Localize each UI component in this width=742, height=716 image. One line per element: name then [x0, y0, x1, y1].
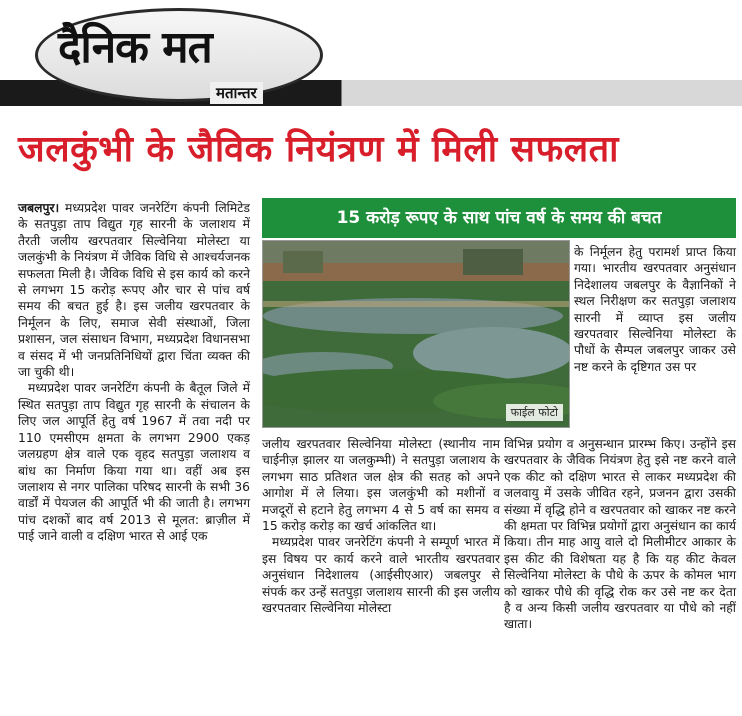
- article-column-middle: [262, 436, 500, 616]
- article-column-right-top: [574, 244, 736, 375]
- section-label: मतान्तर: [210, 82, 263, 104]
- masthead: [0, 0, 742, 120]
- article-paragraph: विभिन्न प्रयोग व अनुसन्धान प्रारम्भ किए। उन्होंने इस खरपतवार के जैविक नियंत्रण हेतु इसे नष्ट करने वाले एक कीट को दक्षिण भारत से लाकर मध्यप्रदेश की जलवायु में उसके जीवित रहने, प्रजनन द्वारा उसकी संख्या में वृद्धि होने व खरपतवार को खाकर नष्ट करने की क्षमता पर विभिन्न प्रयोगों द्वारा अनुसंधान का कार्य किया। तीन माह आयु वाले दो मिलीमीटर आकार के इस कीट की विशेषता यह है कि यह कीट केवल सिल्वेनिया मोलेस्टा के पौधे के ऊपर के कोमल भाग को खाकर पौधे की वृद्धि रोक कर उसे नष्ट कर देता है व अन्य किसी जलीय खरपतवार या पौधे को नहीं खाता।: [504, 437, 736, 632]
- newspaper-logo: दैनिक मत: [58, 22, 212, 73]
- article-paragraph: के निर्मूलन हेतु परामर्श प्राप्त किया गया। भारतीय खरपतवार अनुसंधान निदेशालय जबलपुर के वैज्ञानिकों ने स्थल निरीक्षण कर सतपुड़ा जलाशय सारनी में व्याप्त इस जलीय खरपतवार सिल्वेनिया मोलेस्टा के पौधों के सैम्पल जबलपुर जाकर उसे नष्ट करने के दृष्टिगत उस पर: [574, 245, 736, 374]
- article-text: मध्यप्रदेश पावर जनरेटिंग कंपनी लिमिटेड के सतपुड़ा ताप विद्युत गृह सारनी के जलाशय में तैरती जलीय खरपतवार सिल्वेनिया मोलेस्टा या जलकुंभी के नियंत्रण में जैविक विधि से आश्चर्यजनक सफलता मिली है। जैविक विधि से इस कार्य को करने से लगभग 15 करोड़ रूपए और चार से पांच वर्ष समय की बचत हुई है। इस जलीय खरपतवार के निर्मूलन के लिए, समाज सेवी संस्थाओं, जिला प्रशासन, जल संसाधन विभाग, मध्यप्रदेश विधानसभा व संसद में भी जनप्रतिनिधियों द्वारा चिंता व्यक्त की जा चुकी थी।: [18, 201, 250, 380]
- article-paragraph: मध्यप्रदेश पावर जनरेटिंग कंपनी ने सम्पूर्ण भारत में इस विषय पर कार्य करने वाले भारतीय खरपतवार अनुसंधान निदेशालय (आईसीएआर) जबलपुर से संपर्क कर उन्हें सतपुड़ा जलाशय सारनी की इस जलीय खरपतवार सिल्वेनिया मोलेस्टा: [262, 535, 500, 616]
- photo-caption: फाईल फोटो: [506, 404, 563, 421]
- article-paragraph: मध्यप्रदेश पावर जनरेटिंग कंपनी के बैतूल जिले में स्थित सतपुड़ा ताप विद्युत गृह सारनी के संचालन के लिए जल आपूर्ति हेतु वर्ष 1967 में तवा नदी पर 110 एमसीएम क्षमता के लगभग 2900 एकड़ जलग्रहण क्षेत्र वाले एक वृहद सतपुड़ा जलाशय व बांध का निर्माण किया गया था। वहीं अब इस जलाशय से नगर पालिका परिषद सारनी के सभी 36 वार्डों में पेयजल की आपूर्ति भी की जाती है। लगभग पांच दशकों बाद वर्ष 2013 से मूलत: ब्राज़ील में पाई जाने वाली व दक्षिण भारत से आई एक: [18, 381, 250, 544]
- dateline: जबलपुर।: [18, 201, 60, 215]
- article-column-right: [504, 436, 736, 633]
- article-paragraph: जलीय खरपतवार सिल्वेनिया मोलेस्टा (स्थानीय नाम चाईनीज़ झालर या जलकुम्भी) ने सतपुड़ा जलाशय के लगभग साठ प्रतिशत जल क्षेत्र की सतह को अपने आगोश में ले लिया। इस जलकुंभी को मशीनों व मजदूरों से हटाने हेतु लगभग 4 से 5 वर्ष का समय व 15 करोड़ करोड़ का खर्च आंकलित था।: [262, 437, 500, 534]
- reservoir-photo: [263, 241, 569, 427]
- article-column-left: [18, 200, 250, 545]
- article-paragraph: [18, 200, 250, 380]
- article-photo: [262, 240, 570, 428]
- subheadline-banner: 15 करोड़ रूपए के साथ पांच वर्ष के समय की बचत: [262, 198, 736, 238]
- headline: जलकुंभी के जैविक नियंत्रण में मिली सफलता: [18, 129, 619, 170]
